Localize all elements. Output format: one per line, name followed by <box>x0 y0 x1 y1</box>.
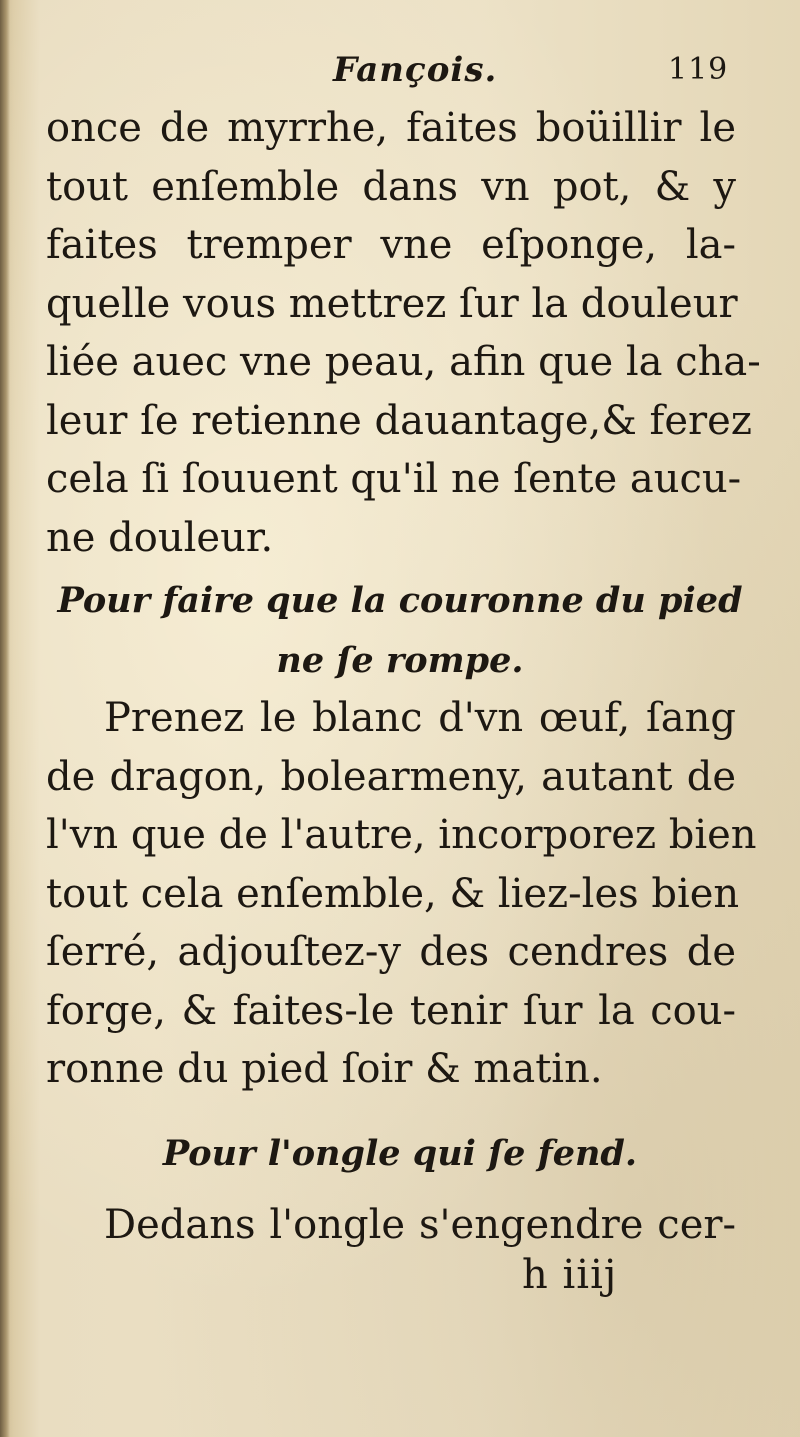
paragraph-2 <box>46 689 757 1099</box>
page-number: 119 <box>668 52 729 87</box>
signature-mark: h iiij <box>522 1252 618 1298</box>
text-line: Dedans l'ongle s'engendre cer- <box>104 1202 736 1248</box>
paragraph-1 <box>46 99 761 567</box>
page-header <box>0 42 800 102</box>
text-line: de dragon, bolearmeny, autant de <box>46 753 736 800</box>
text-line: once de myrrhe, faites boüillir le <box>46 105 736 151</box>
paragraph-3 <box>46 1196 736 1255</box>
section-heading-1: Pour faire que la couronne du pied <box>57 580 743 621</box>
text-line: faites tremper vne eſponge, la- <box>46 222 736 268</box>
text-line: quelle vous mettrez ſur la douleur <box>46 280 738 327</box>
section-heading-2: Pour l'ongle qui ſe fend. <box>162 1133 638 1174</box>
text-line: forge, & faites-le tenir ſur la cou- <box>46 987 736 1034</box>
text-line: liée auec vne peau, afin que la cha- <box>46 339 761 385</box>
text-line: Prenez le blanc d'vn œuf, ſang <box>104 695 736 741</box>
running-head: Fançois. <box>333 50 498 90</box>
text-line: tout enſemble dans vn pot, & y <box>46 163 736 210</box>
text-line: leur ſe retienne dauantage,& ferez <box>46 397 752 444</box>
text-line: l'vn que de l'autre, incorporez bien <box>46 812 757 858</box>
text-line: ronne du pied ſoir & matin. <box>46 1046 603 1092</box>
text-line: ſerré, adjouſtez-y des cendres de <box>46 929 736 975</box>
text-line: cela ſi ſouuent qu'il ne ſente aucu- <box>46 456 742 502</box>
section-heading-1-continued: ne ſe rompe. <box>276 640 524 681</box>
text-line: tout cela enſemble, & liez-les bien <box>46 870 740 917</box>
text-line: ne douleur. <box>46 514 274 561</box>
page-gutter-shadow <box>0 0 10 1437</box>
